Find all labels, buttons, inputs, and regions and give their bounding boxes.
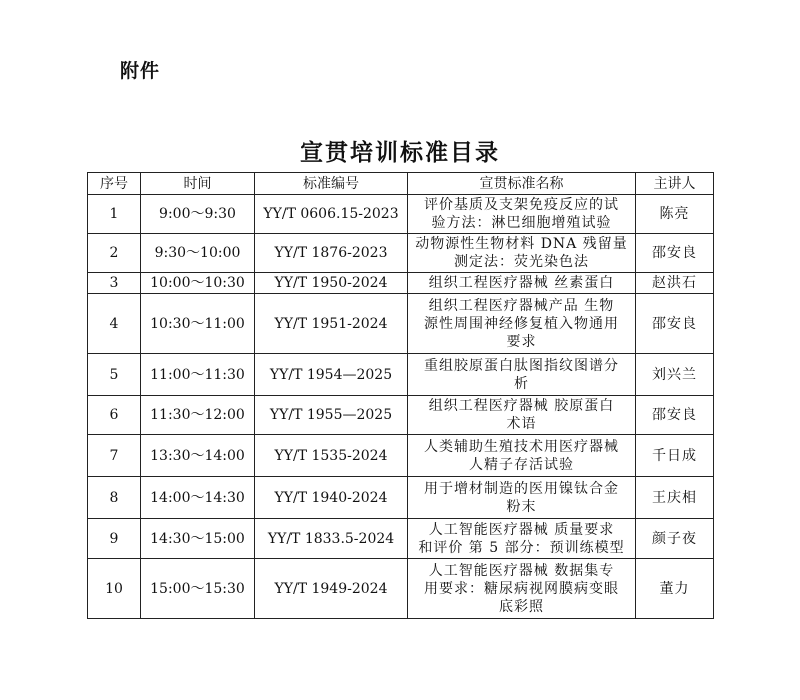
name-line: 用于增材制造的医用镍钛合金 xyxy=(424,480,619,497)
header-time: 时间 xyxy=(141,173,255,195)
cell-no: 3 xyxy=(88,273,141,294)
cell-no: 1 xyxy=(88,195,141,234)
name-line: 组织工程医疗器械 胶原蛋白 xyxy=(428,398,615,414)
name-line: 组织工程医疗器械 丝素蛋白 xyxy=(428,275,615,291)
header-speaker: 主讲人 xyxy=(636,173,714,195)
name-line: 人工智能医疗器械 质量要求 xyxy=(428,521,615,538)
cell-speaker: 王庆相 xyxy=(636,477,714,519)
table-row xyxy=(88,273,714,294)
cell-no: 4 xyxy=(88,294,141,354)
table-row xyxy=(88,435,714,477)
name-line: 用要求：糖尿病视网膜病变眼 xyxy=(424,580,619,597)
name-line: 要求 xyxy=(506,333,537,350)
name-line: 验方法：淋巴细胞增殖试验 xyxy=(431,215,612,231)
cell-time: 10:30～11:00 xyxy=(141,294,255,354)
cell-speaker: 赵洪石 xyxy=(636,273,714,294)
name-line: 底彩照 xyxy=(499,598,544,615)
name-line: 和评价 第 5 部分：预训练模型 xyxy=(418,539,625,556)
cell-speaker: 邵安良 xyxy=(636,294,714,354)
cell-name xyxy=(408,195,636,234)
header-name: 宣贯标准名称 xyxy=(408,173,636,195)
cell-speaker: 董力 xyxy=(636,559,714,619)
table-body xyxy=(88,195,714,619)
table-row xyxy=(88,234,714,273)
name-line: 人精子存活试验 xyxy=(469,456,574,473)
table-row xyxy=(88,559,714,619)
cell-name xyxy=(408,396,636,435)
name-line: 评价基质及支架免疫反应的试 xyxy=(424,197,619,213)
name-line: 动物源性生物材料 DNA 残留量 xyxy=(415,236,628,252)
cell-no: 2 xyxy=(88,234,141,273)
cell-time: 9:30～10:00 xyxy=(141,234,255,273)
name-line: 析 xyxy=(514,375,529,392)
header-no: 序号 xyxy=(88,173,141,195)
table-row xyxy=(88,354,714,396)
name-line: 源性周围神经修复植入物通用 xyxy=(424,315,619,332)
cell-code: YY/T 1833.5-2024 xyxy=(255,519,408,559)
name-line: 粉末 xyxy=(506,498,537,515)
name-line: 术语 xyxy=(506,416,537,432)
cell-code: YY/T 1951-2024 xyxy=(255,294,408,354)
cell-name xyxy=(408,435,636,477)
cell-no: 7 xyxy=(88,435,141,477)
cell-no: 10 xyxy=(88,559,141,619)
cell-time: 14:00～14:30 xyxy=(141,477,255,519)
name-line: 测定法：荧光染色法 xyxy=(454,254,589,270)
cell-code: YY/T 1949-2024 xyxy=(255,559,408,619)
cell-name xyxy=(408,294,636,354)
cell-speaker: 陈亮 xyxy=(636,195,714,234)
cell-speaker: 千日成 xyxy=(636,435,714,477)
table-row xyxy=(88,294,714,354)
attachment-label: 附件 xyxy=(120,60,161,82)
cell-speaker: 刘兴兰 xyxy=(636,354,714,396)
cell-name xyxy=(408,273,636,294)
cell-time: 9:00～9:30 xyxy=(141,195,255,234)
cell-speaker: 邵安良 xyxy=(636,396,714,435)
cell-code: YY/T 1876-2023 xyxy=(255,234,408,273)
cell-code: YY/T 1954—2025 xyxy=(255,354,408,396)
cell-name xyxy=(408,477,636,519)
name-line: 人工智能医疗器械 数据集专 xyxy=(428,562,615,579)
cell-code: YY/T 1535-2024 xyxy=(255,435,408,477)
cell-name xyxy=(408,519,636,559)
table-row xyxy=(88,477,714,519)
name-line: 人类辅助生殖技术用医疗器械 xyxy=(424,438,619,455)
table-row xyxy=(88,396,714,435)
cell-code: YY/T 1950-2024 xyxy=(255,273,408,294)
cell-speaker: 邵安良 xyxy=(636,234,714,273)
name-line: 重组胶原蛋白肽图指纹图谱分 xyxy=(424,357,619,374)
standards-table xyxy=(87,172,714,619)
cell-name xyxy=(408,559,636,619)
cell-time: 14:30～15:00 xyxy=(141,519,255,559)
cell-name xyxy=(408,354,636,396)
cell-time: 15:00～15:30 xyxy=(141,559,255,619)
cell-time: 11:00～11:30 xyxy=(141,354,255,396)
table-header-row xyxy=(88,173,714,195)
table-row xyxy=(88,195,714,234)
cell-code: YY/T 1940-2024 xyxy=(255,477,408,519)
cell-time: 10:00～10:30 xyxy=(141,273,255,294)
cell-time: 11:30～12:00 xyxy=(141,396,255,435)
cell-no: 8 xyxy=(88,477,141,519)
table-row xyxy=(88,519,714,559)
cell-code: YY/T 1955—2025 xyxy=(255,396,408,435)
cell-no: 9 xyxy=(88,519,141,559)
cell-no: 5 xyxy=(88,354,141,396)
document-title: 宣贯培训标准目录 xyxy=(300,140,500,166)
cell-name xyxy=(408,234,636,273)
cell-speaker: 颜子夜 xyxy=(636,519,714,559)
cell-code: YY/T 0606.15-2023 xyxy=(255,195,408,234)
header-code: 标准编号 xyxy=(255,173,408,195)
cell-time: 13:30～14:00 xyxy=(141,435,255,477)
name-line: 组织工程医疗器械产品 生物 xyxy=(428,297,615,314)
cell-no: 6 xyxy=(88,396,141,435)
